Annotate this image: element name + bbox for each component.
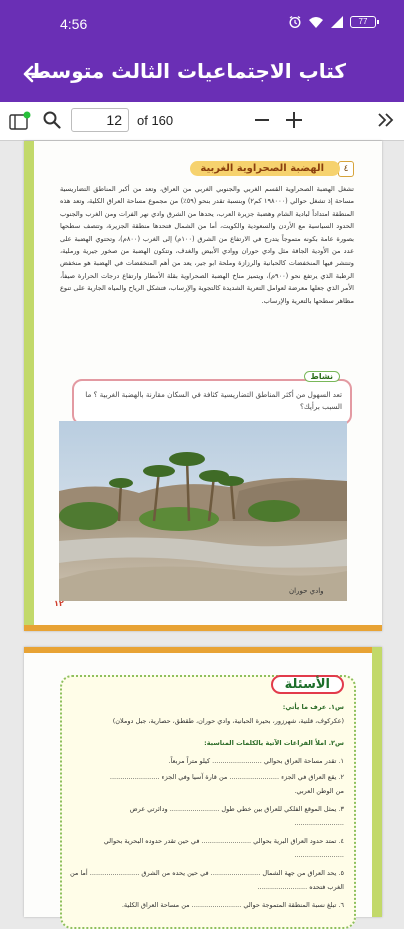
pdf-toolbar <box>0 102 404 141</box>
question-line: س١. عرف ما يأتي: <box>282 703 344 711</box>
signal-icon <box>330 15 344 29</box>
page-bottom-border <box>24 625 382 631</box>
activity-text: تعد السهول من أكثر المناطق التضاريسية كثافة في السكان مقارنة بالهضبة الغربية ؟ ما السبب برأيك؟ <box>85 390 342 411</box>
question-line: الغرب فتحده ........................ <box>257 883 344 891</box>
zoom-in-button[interactable] <box>285 111 303 133</box>
plus-icon <box>285 111 303 129</box>
app-bar <box>0 45 404 102</box>
sidebar-toggle-button[interactable] <box>8 110 32 136</box>
zoom-out-button[interactable] <box>254 111 270 133</box>
page-top-border <box>24 647 382 653</box>
double-chevron-right-icon <box>376 112 396 128</box>
minus-icon <box>254 111 270 129</box>
page-margin-bar <box>372 647 382 917</box>
photo-caption: وادي حوران <box>289 587 324 595</box>
question-line: ٢. يقع العراق في الجزء ........................ من قارة آسيا وفي الجزء ........................ <box>109 773 344 781</box>
question-line: ٤. تمتد حدود العراق البرية بحوالي ........................ في حين تقدر حدوده البحرية بحوالي <box>103 837 344 845</box>
pdf-page-12 <box>24 141 382 631</box>
questions-box <box>60 675 356 929</box>
document-viewer[interactable] <box>0 141 404 909</box>
question-line: ١. تقدر مساحة العراق بحوالي ........................ كيلو متراً مربعاً. <box>168 757 344 765</box>
more-tools-button[interactable] <box>376 112 396 132</box>
sidebar-panel-icon <box>8 110 32 132</box>
pdf-page-13 <box>24 647 382 917</box>
page-number-label: ١٢ <box>54 599 64 608</box>
status-icons <box>288 15 376 29</box>
alarm-icon <box>288 15 302 29</box>
page-number-input[interactable]: 12 <box>71 108 129 132</box>
section-paragraph: تشغل الهضبة الصحراوية القسم الغربي والجنوبي الغربي من العراق، وتعد من أكبر المناطق التضاريسية مساحة إذ تشغل حوالي (١٩٨٠٠٠ كم٢) وبنسبة تقدر بنحو (٥٩٪) من مجموع مساحة العراق الكلية، وتعد هذه المنطقة امتداداً لبادية الشام وهضبة جزيرة العرب، يحدها من الشرق وادي نهر الفرات ومن الغرب والجنوب الحدود السياسية مع الأردن والسعودية والكويت، أما من الشمال فتحدها منطقة الجزيرة، وتتصف سطحها بصورة عامة بكونه متموجاً يتدرج في الارتفاع من الشرق (١٠٠م) إلى الغرب (٨٠٠م)، وتحتوي الهضبة على عدد من الأودية الجافة مثل وادي حوران ووادي الأبيض والغدف، وتتكون الهضبة من صخور جيرية ورملية، وتنتشر فيها المنخفضات كالحبانية والرزازة وملحة ابو جير، يعد من أهم المنخفضات في الهضبة هو منخفض الرطبة الذي يرتفع نحو (٩٠٠م)، ويتميز مناخ الهضبة الصحراوية بقلة الأمطار وارتفاع درجات الحرارة صيفاً، الأمر الذي جعلها معرضة لعوامل التعرية الشديدة كالتجوية والإرساب، فتشكل الرياح والمياه الجارية على تنوع مظاهر سطحها بالتعرية والإرساب. <box>60 185 355 305</box>
questions-title: الأسئلة <box>271 675 344 694</box>
question-line: س٢. املأ الفراغات الآتية بالكلمات المناسبة: <box>204 739 344 747</box>
page-margin-bar <box>24 141 34 631</box>
question-line: ........................ <box>294 819 344 827</box>
battery-level: 77 <box>358 17 368 26</box>
search-icon <box>42 110 62 130</box>
status-time: 4:56 <box>60 16 88 32</box>
page-total-label: of 160 <box>137 113 174 128</box>
question-line: (عكركوف، قلنية، شهرزور، بحيرة الحبانية، وادي حوران، طقطق، حصارية، جبل دوملان) <box>112 717 344 725</box>
status-bar <box>0 0 404 45</box>
question-line: من الوطن العربي. <box>294 787 344 795</box>
activity-box <box>72 372 352 425</box>
battery-icon <box>350 16 376 28</box>
question-line: ٥. يحد العراق من جهة الشمال ........................ في حين يحده من الشرق ........................ أما من <box>69 869 344 877</box>
activity-tag: نشاط <box>304 371 340 382</box>
question-line: ٣. يمثل الموقع الفلكي للعراق بين خطي طول ........................ ودائرتي عرض <box>129 805 344 813</box>
search-button[interactable] <box>42 110 62 134</box>
section-heading: الهضبة الصحراوية الغربية <box>190 161 340 176</box>
section-number: ٤ <box>338 161 354 177</box>
question-line: ........................ <box>294 851 344 859</box>
app-title: كتاب الاجتماعيات الثالث متوسط <box>30 59 346 83</box>
question-line: ٦. تبلغ نسبة المنطقة المتموجة حوالي ........................ من مساحة العراق الكلية. <box>121 901 344 909</box>
wifi-icon <box>308 15 324 29</box>
desert-oasis-photo <box>59 421 347 601</box>
